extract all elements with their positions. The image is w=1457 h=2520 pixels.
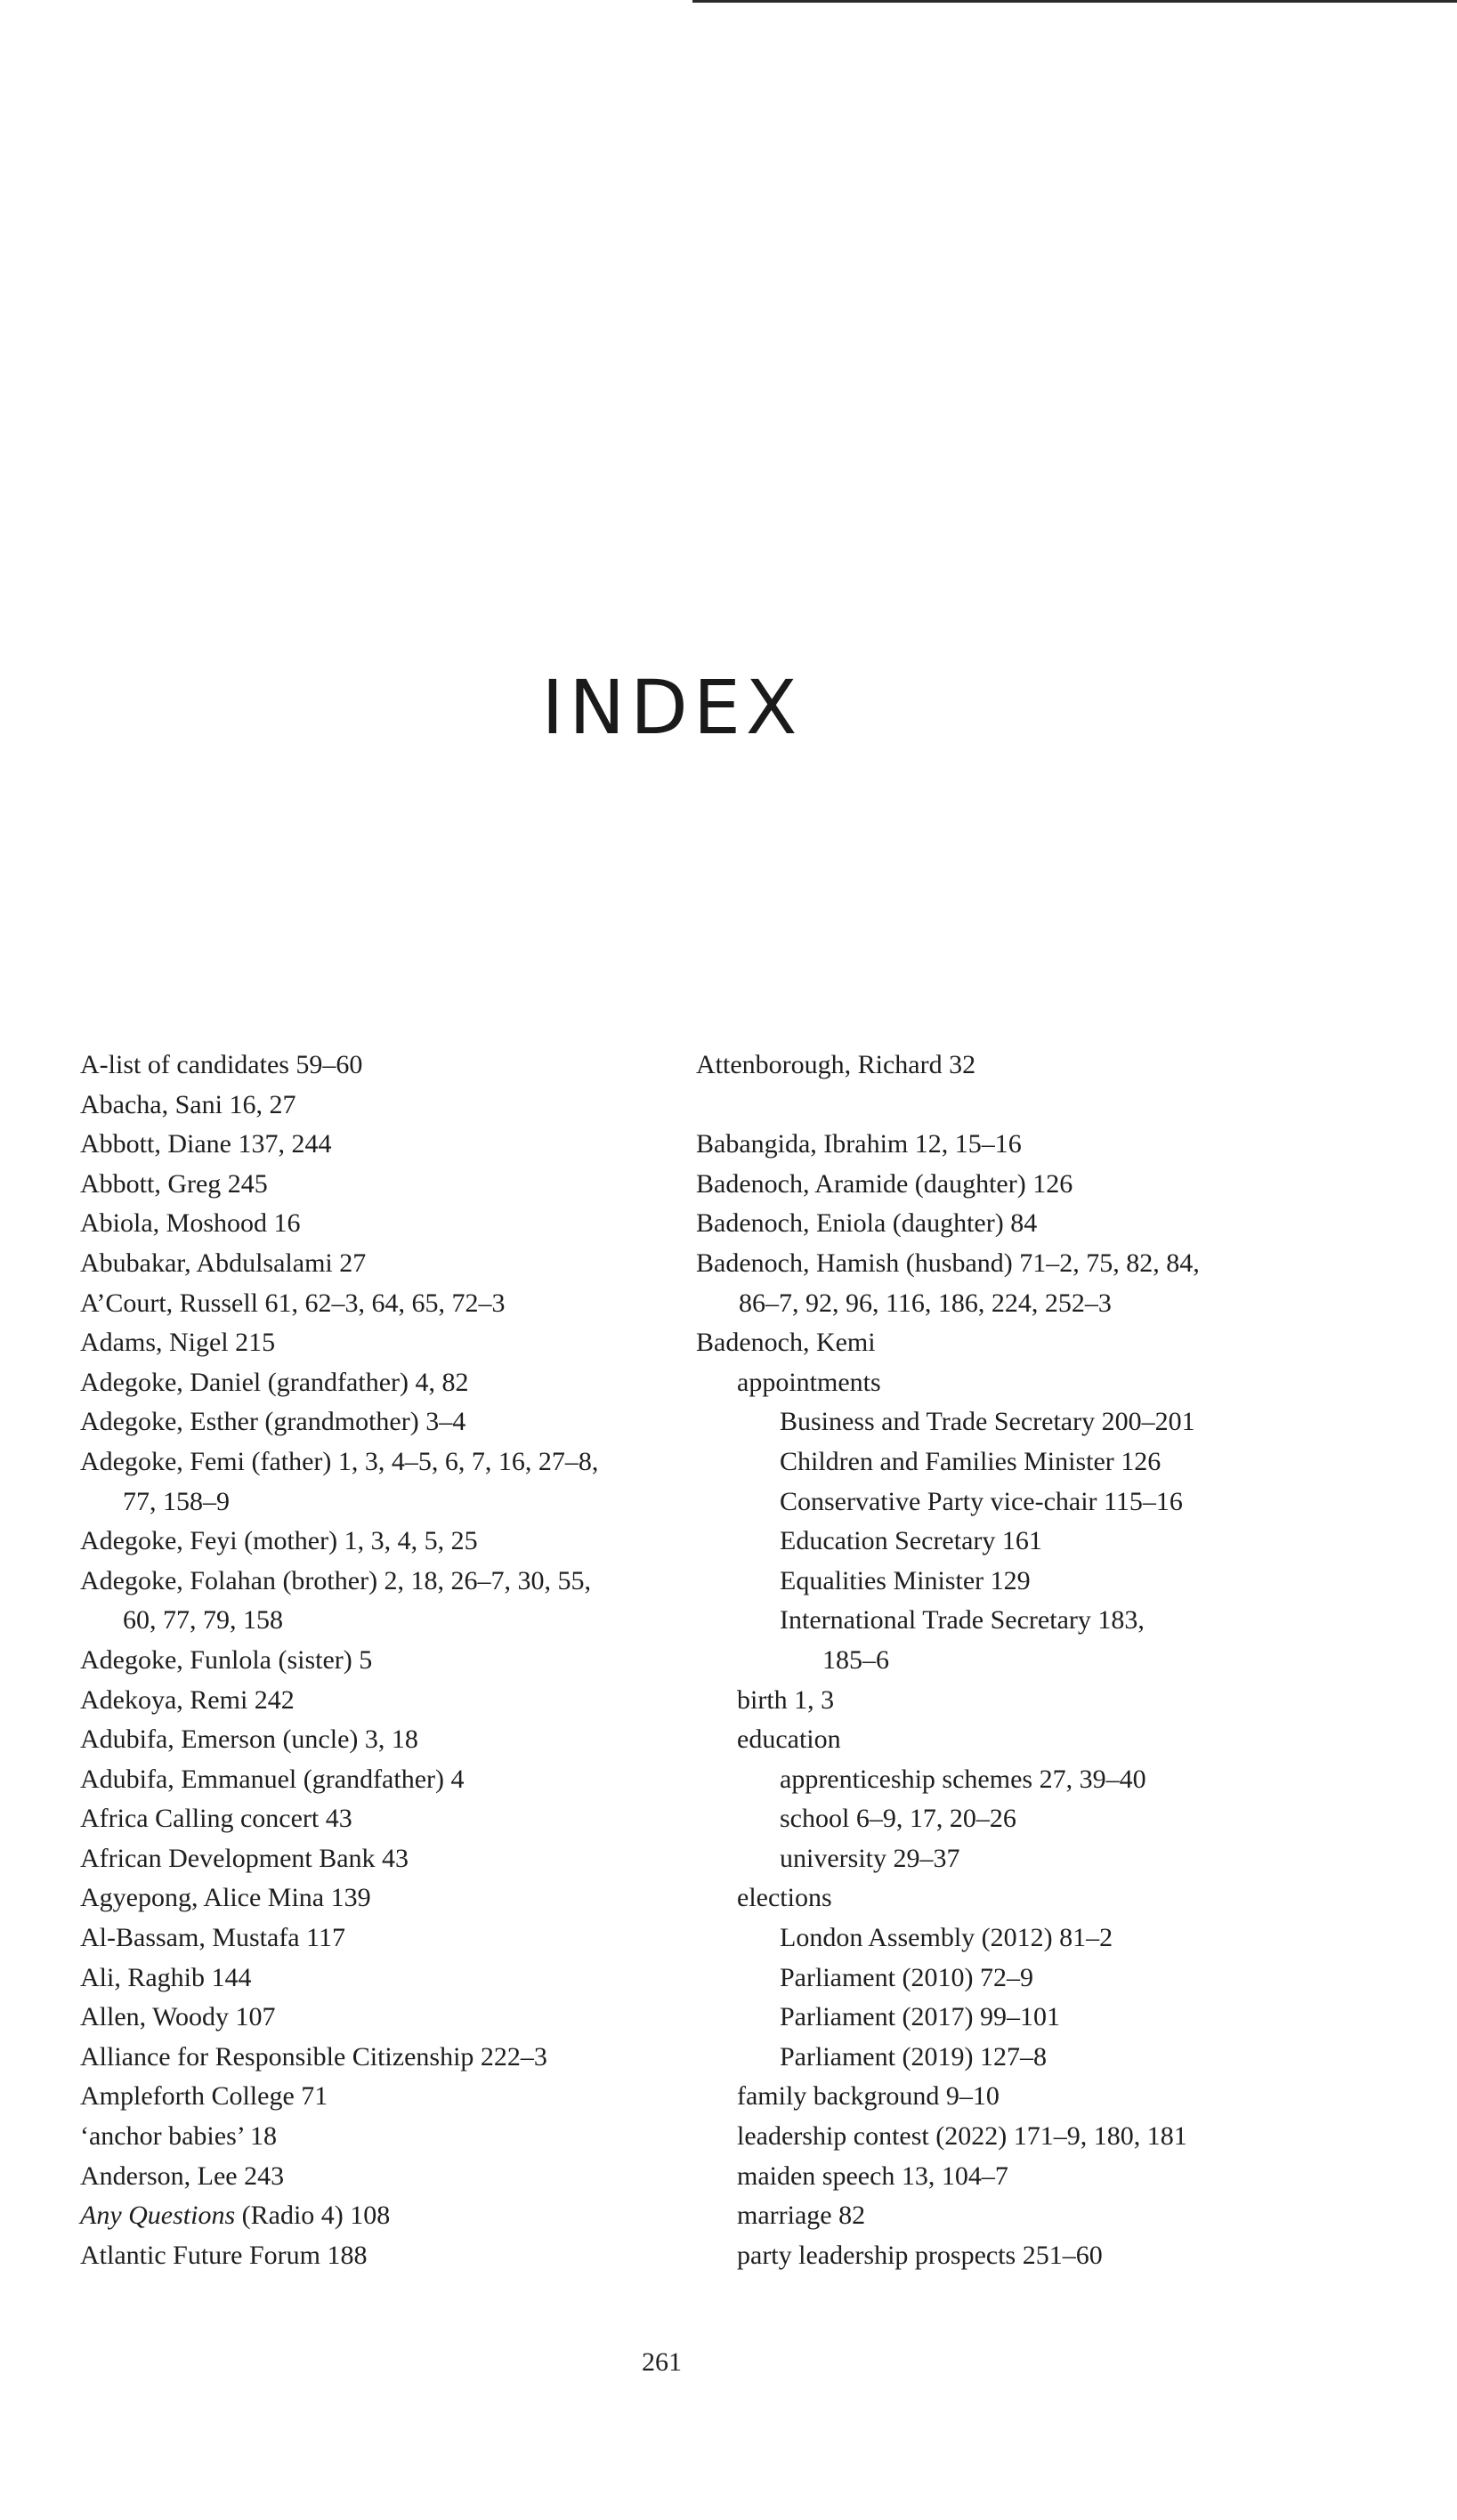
index-entry-line: Abbott, Greg 245 <box>80 1168 268 1199</box>
index-entry-line: Anderson, Lee 243 <box>80 2161 285 2191</box>
index-entry <box>80 1799 650 1839</box>
index-entry <box>696 1204 1337 1244</box>
index-entry-line: Abacha, Sani 16, 27 <box>80 1089 296 1119</box>
index-subentry <box>696 1878 1337 1918</box>
index-entry <box>80 1918 650 1959</box>
index-entry-line: Adegoke, Esther (grandmother) 3–4 <box>80 1407 466 1437</box>
index-subentry <box>696 2157 1337 2197</box>
index-subentry <box>696 2196 1337 2236</box>
index-entry-line: Badenoch, Eniola (daughter) 84 <box>696 1208 1038 1239</box>
index-entry-line: Conservative Party vice-chair 115–16 <box>780 1486 1183 1516</box>
index-entry-line: Abiola, Moshood 16 <box>80 1208 301 1239</box>
index-entry <box>696 1323 1337 1363</box>
index-entry-line: International Trade Secretary 183, <box>780 1605 1145 1636</box>
index-entry-line: appointments <box>737 1367 881 1397</box>
index-entry-line: ‘anchor babies’ 18 <box>80 2121 278 2152</box>
index-subentry <box>696 1720 1337 1760</box>
index-entry-line: A’Court, Russell 61, 62–3, 64, 65, 72–3 <box>80 1288 506 1318</box>
index-entry-line: Adegoke, Feyi (mother) 1, 3, 4, 5, 25 <box>80 1526 478 1556</box>
index-entry-line: Attenborough, Richard 32 <box>696 1050 976 1079</box>
index-subentry <box>696 1839 1337 1879</box>
index-entry-line: Adams, Nigel 215 <box>80 1328 276 1358</box>
index-subentry <box>696 1681 1337 1721</box>
index-entry-line: Parliament (2019) 127–8 <box>780 2041 1047 2072</box>
index-column-left <box>80 1046 650 2275</box>
index-entry <box>80 1959 650 1999</box>
index-entry-line: Parliament (2017) 99–101 <box>780 2002 1060 2032</box>
index-entry-line: A-list of candidates 59–60 <box>80 1050 363 1079</box>
index-entry <box>80 1562 650 1641</box>
top-edge-rule <box>692 0 1457 3</box>
index-entry-line: Adegoke, Femi (father) 1, 3, 4–5, 6, 7, 16, 27–8, <box>80 1446 599 1476</box>
index-subentry <box>696 2117 1337 2157</box>
index-entry <box>80 1125 650 1165</box>
index-entry <box>80 1244 650 1284</box>
index-entry <box>80 1760 650 1800</box>
index-entry-text: (Radio 4) 108 <box>235 2201 391 2231</box>
index-entry <box>696 1046 1337 1086</box>
index-entry-line: Adekoya, Remi 242 <box>80 1684 295 1715</box>
index-subentry <box>696 1562 1337 1602</box>
index-entry-line: Ampleforth College 71 <box>80 2081 328 2112</box>
index-entry-line: Children and Families Minister 126 <box>780 1446 1162 1476</box>
index-subentry <box>696 1402 1337 1442</box>
index-entry-line: Atlantic Future Forum 188 <box>80 2240 368 2270</box>
index-entry-line: party leadership prospects 251–60 <box>737 2240 1103 2270</box>
index-entry <box>80 1165 650 1205</box>
index-entry <box>80 1522 650 1562</box>
index-entry-line: Badenoch, Aramide (daughter) 126 <box>696 1168 1073 1199</box>
index-subentry <box>696 2038 1337 2078</box>
index-entry-line: marriage 82 <box>737 2201 866 2231</box>
index-entry-title-italic: Any Questions <box>80 2201 236 2231</box>
index-entry <box>80 1402 650 1442</box>
index-entry <box>80 1878 650 1918</box>
index-entry-line: maiden speech 13, 104–7 <box>737 2161 1008 2191</box>
index-entry-line: Badenoch, Kemi <box>696 1328 876 1358</box>
index-entry-line: Equalities Minister 129 <box>780 1565 1031 1595</box>
index-entry <box>80 2077 650 2117</box>
index-entry <box>80 1641 650 1681</box>
index-entry-line <box>80 2196 650 2236</box>
page-title: INDEX <box>541 664 803 752</box>
index-subentry <box>696 2236 1337 2276</box>
index-column-right <box>696 1046 1337 2275</box>
index-entry-line: Babangida, Ibrahim 12, 15–16 <box>696 1129 1022 1159</box>
index-entry <box>696 1244 1337 1323</box>
index-entry-line: university 29–37 <box>780 1843 960 1873</box>
index-subentry <box>696 1998 1337 2038</box>
index-entry <box>80 2196 650 2236</box>
index-entry <box>80 1720 650 1760</box>
index-entry <box>80 1284 650 1324</box>
index-entry-line: Adubifa, Emerson (uncle) 3, 18 <box>80 1724 418 1755</box>
index-entry <box>696 1165 1337 1205</box>
index-entry <box>80 2157 650 2197</box>
index-entry-line: Parliament (2010) 72–9 <box>780 1962 1033 1992</box>
index-entry <box>80 2117 650 2157</box>
index-subentry <box>696 1522 1337 1562</box>
index-entry-line: Africa Calling concert 43 <box>80 1804 352 1834</box>
index-entry <box>80 2038 650 2078</box>
index-subentry <box>696 1918 1337 1959</box>
index-entry-line: Abbott, Diane 137, 244 <box>80 1129 332 1159</box>
index-entry <box>80 1204 650 1244</box>
index-letter-gap <box>696 1086 1337 1126</box>
index-entry <box>80 1363 650 1403</box>
index-entry-line: Abubakar, Abdulsalami 27 <box>80 1248 367 1278</box>
index-entry-continuation: 77, 158–9 <box>123 1486 230 1516</box>
index-entry-line: Adegoke, Folahan (brother) 2, 18, 26–7, 30, 55, <box>80 1565 592 1595</box>
index-entry-continuation: 185–6 <box>822 1644 889 1675</box>
index-entry-line: Adegoke, Daniel (grandfather) 4, 82 <box>80 1367 469 1397</box>
index-subentry <box>696 1601 1337 1680</box>
index-entry <box>80 1046 650 1086</box>
index-entry-line: Ali, Raghib 144 <box>80 1962 252 1992</box>
index-entry-line: Allen, Woody 107 <box>80 2002 276 2032</box>
index-entry <box>80 1086 650 1126</box>
index-subentry <box>696 1442 1337 1482</box>
index-entry-line: Business and Trade Secretary 200–201 <box>780 1407 1195 1437</box>
index-subentry <box>696 1760 1337 1800</box>
index-subentry <box>696 1482 1337 1522</box>
index-entry-line: Badenoch, Hamish (husband) 71–2, 75, 82, 84, <box>696 1248 1200 1278</box>
index-entry-line: Education Secretary 161 <box>780 1526 1042 1556</box>
index-entry-line: Al-Bassam, Mustafa 117 <box>80 1923 346 1953</box>
index-entry-continuation: 86–7, 92, 96, 116, 186, 224, 252–3 <box>739 1288 1112 1318</box>
index-entry <box>696 1125 1337 1165</box>
index-entry-line: African Development Bank 43 <box>80 1843 409 1873</box>
index-entry <box>80 1998 650 2038</box>
index-entry <box>80 1839 650 1879</box>
index-entry-line: apprenticeship schemes 27, 39–40 <box>780 1764 1146 1794</box>
index-subentry <box>696 2077 1337 2117</box>
index-entry-line: Adubifa, Emmanuel (grandfather) 4 <box>80 1764 465 1794</box>
index-subentry <box>696 1959 1337 1999</box>
index-entry-line: London Assembly (2012) 81–2 <box>780 1923 1113 1953</box>
index-entry-line: birth 1, 3 <box>737 1684 835 1715</box>
index-entry <box>80 2236 650 2276</box>
index-subentry <box>696 1363 1337 1403</box>
index-entry-line: school 6–9, 17, 20–26 <box>780 1804 1016 1834</box>
index-entry-line: family background 9–10 <box>737 2081 1000 2112</box>
index-entry-line: Agyepong, Alice Mina 139 <box>80 1883 371 1913</box>
index-entry-line: elections <box>737 1883 832 1913</box>
index-entry-line: Adegoke, Funlola (sister) 5 <box>80 1644 373 1675</box>
index-entry <box>80 1323 650 1363</box>
index-entry-line: education <box>737 1724 841 1755</box>
index-entry-continuation: 60, 77, 79, 158 <box>123 1605 283 1636</box>
index-entry <box>80 1681 650 1721</box>
index-entry-line: leadership contest (2022) 171–9, 180, 181 <box>737 2121 1187 2152</box>
index-entry <box>80 1442 650 1522</box>
page-number: 261 <box>642 2347 682 2377</box>
index-entry-line: Alliance for Responsible Citizenship 222–3 <box>80 2041 547 2072</box>
index-subentry <box>696 1799 1337 1839</box>
